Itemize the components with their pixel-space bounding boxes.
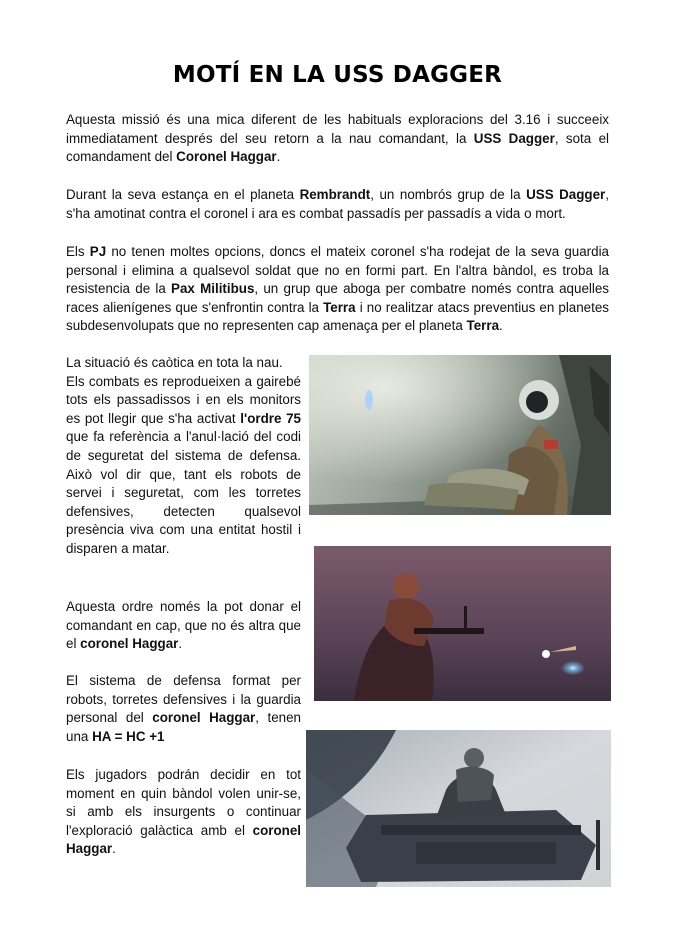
- choice-paragraph: [66, 766, 301, 859]
- planet-name: Rembrandt: [299, 187, 371, 202]
- factions-paragraph: [66, 243, 609, 336]
- ship-name: USS Dagger: [526, 187, 606, 202]
- text-run: Durant la seva estança en el planeta: [66, 187, 300, 202]
- colonel-name: coronel Haggar: [66, 822, 301, 857]
- text-run: Els jugadors podrán decidir en tot moment en quin bàndol volen unir-se, si amb els insurgents o continuar l'exploració galàctica amb el: [66, 767, 301, 838]
- faction-name: Pax Militibus: [171, 281, 255, 297]
- text-block: [66, 391, 301, 558]
- text-run: , s'ha amotinat contra el coronel i ara es combat passadís per passadís a vida o mort.: [66, 187, 609, 221]
- stat-formula: HA = HC +1: [92, 728, 165, 744]
- text-run: .: [112, 841, 116, 857]
- text-run: tots els passadissos i en els monitors es pot llegir que s'ha activat: [66, 392, 301, 426]
- seated-soldier-illustration: [309, 355, 611, 515]
- text-run: .: [276, 149, 281, 165]
- text-run: i no realitzar atacs preventius en planetes subdesenvolupats que no representen cap amenaça per el planeta: [66, 299, 609, 334]
- mutiny-paragraph: [66, 186, 609, 223]
- colonel-name: coronel Haggar: [152, 710, 256, 726]
- text-run: no tenen moltes opcions, doncs el mateix coronel s'ha rodejat de la seva guardia personal i elimina a qualsevol soldat que no en formi part. En l'altra bàndol, es troba la resistencia de la: [66, 244, 609, 297]
- text-run: El sistema de defensa format per robots, torretes defensives i la guardia personal del: [66, 673, 301, 726]
- text-run: .: [499, 318, 503, 334]
- text-run: Aquesta ordre només la pot donar el comandant en cap, que no és altra que el: [66, 599, 301, 652]
- text-run: .: [178, 636, 183, 652]
- intro-paragraph: [66, 111, 609, 167]
- defense-paragraph: [66, 672, 301, 746]
- text-run: , un grup que aboga per combatre només contra aquelles races alienígenes que s'enfrontin contra la: [66, 281, 609, 315]
- pj-term: PJ: [89, 244, 107, 259]
- text-line: La situació és caòtica en tota la nau.: [66, 355, 283, 370]
- colonel-name: coronel Haggar: [80, 636, 179, 652]
- planet-name: Terra: [466, 318, 500, 334]
- page-title: MOTÍ EN LA USS DAGGER: [172, 62, 503, 88]
- text-line: Els combats es reprodueixen a gairebé: [66, 373, 301, 389]
- text-run: , sota el comandament del: [66, 130, 609, 165]
- rifle-soldier-illustration: [314, 546, 611, 701]
- text-run: que fa referència a l'anul·lació del codi de seguretat del sistema de defensa. Això vol dir que, tant els robots de servei i seguretat, com les torretes defensives, detecten qualsevol presència viva com una entitat hostil i disparen a matar.: [66, 429, 301, 556]
- order-paragraph: [66, 598, 301, 654]
- text-run: Aquesta missió és una mica diferent de les habituals exploracions del 3.16 i succeeix immediatament després del seu retorn a la nau comandant, la: [66, 112, 609, 146]
- text-run: , un nombrós grup de la: [370, 187, 527, 202]
- planet-name: Terra: [323, 299, 356, 315]
- ship-name: USS Dagger: [473, 130, 555, 146]
- armored-vehicle-illustration: [306, 730, 611, 887]
- situation-paragraph: [66, 354, 301, 559]
- order-name: l'ordre 75: [240, 410, 302, 426]
- colonel-name: Coronel Haggar: [176, 149, 277, 165]
- text-run: , tenen una: [66, 710, 301, 744]
- text-run: Els: [66, 244, 90, 259]
